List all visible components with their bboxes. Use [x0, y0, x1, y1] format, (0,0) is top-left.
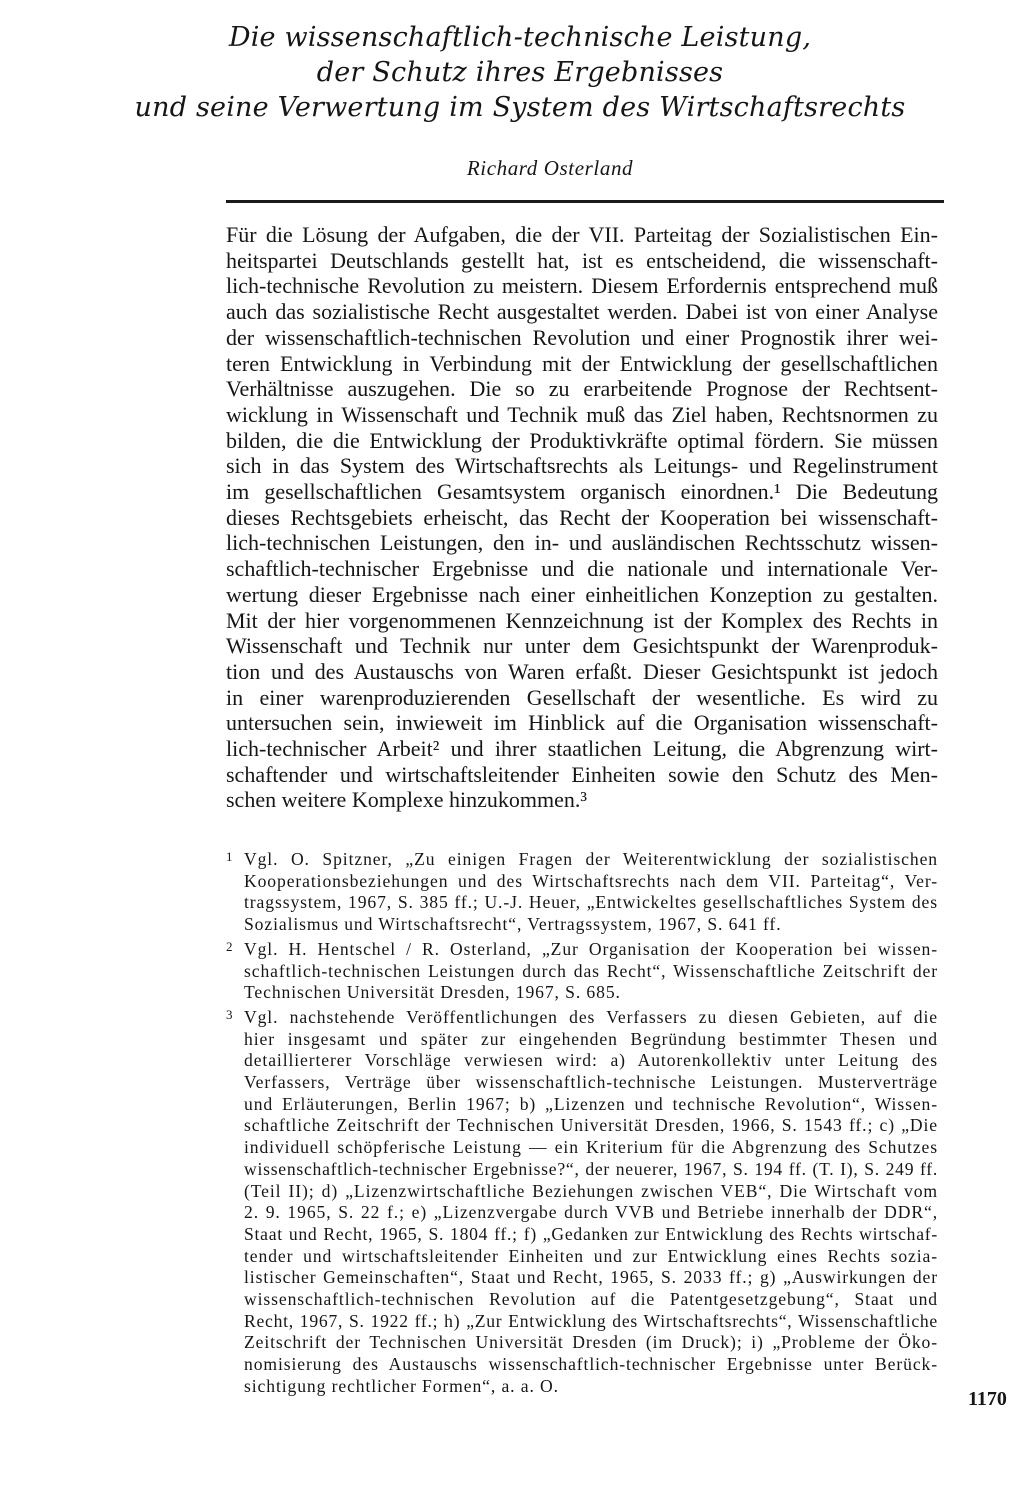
footnote-line — [226, 1354, 938, 1376]
footnote-line — [226, 961, 938, 983]
body-line: Für die Lösung der Aufgaben, die der VII. Parteitag der Sozialistischen Ein- — [226, 222, 938, 247]
body-line: lich-technische Revolution zu meistern. Diesem Erfordernis entsprechend muß — [226, 273, 938, 299]
footnote-text: Vgl. O. Spitzner, „Zu einigen Fragen der Weiterentwicklung der sozialistischen — [244, 849, 938, 869]
body-line: Verhältnisse auszugehen. Die so zu erarbeitende Prognose der Rechtsent- — [226, 376, 938, 402]
footnote-text: Vgl. nachstehende Veröffentlichungen des Verfassers zu diesen Gebieten, auf die — [244, 1006, 938, 1027]
footnote-text: individuell schöpferische Leistung — ein Kriterium für die Abgrenzung des Schutzes — [244, 1137, 938, 1158]
footnote-line — [226, 1004, 938, 1029]
body-line: untersuchen sein, inwieweit im Hinblick auf die Organisation wissenschaft- — [226, 710, 938, 736]
article-title — [120, 20, 920, 125]
footnote-text: (Teil II); d) „Lizenzwirtschaftliche Beziehungen zwischen VEB“, Die Wirtschaft vom — [244, 1180, 938, 1201]
footnote-text: Recht, 1967, S. 1922 ff.; h) „Zur Entwicklung des Wirtschaftsrechts“, Wissenschaftliche — [244, 1310, 938, 1331]
footnote-text: Kooperationsbeziehungen und des Wirtschaftsrechts nach dem VII. Parteitag“, Ver- — [244, 870, 938, 891]
footnote-line — [226, 1050, 938, 1072]
body-line: im gesellschaftlichen Gesamtsystem organisch einordnen.¹ Die Bedeutung — [226, 479, 938, 505]
author-name: Richard Osterland — [466, 156, 634, 180]
body-line: lich-technischen Leistungen, den in- und ausländischen Rechtsschutz wissen- — [226, 530, 938, 556]
footnote-line — [226, 1376, 938, 1398]
body-line: Wissenschaft und Technik nur unter dem Gesichtspunkt der Warenproduk- — [226, 633, 938, 659]
footnote-line — [226, 1224, 938, 1246]
body-line: schaftender und wirtschaftsleitender Einheiten sowie den Schutz des Men- — [226, 761, 938, 787]
footnote-line — [226, 1072, 938, 1094]
footnote-text: Staat und Recht, 1965, S. 1804 ff.; f) „Gedanken zur Entwicklung des Rechts wirtschaf- — [244, 1223, 938, 1244]
footnote-line — [226, 1289, 938, 1311]
title-divider — [226, 200, 944, 203]
footnote-text: wissenschaftlich-technischer Ergebnisse?“, der neuerer, 1967, S. 194 ff. (T. I), S. 249 ff. — [244, 1158, 938, 1179]
title-line: Die wissenschaftlich-technische Leistung, — [228, 22, 812, 53]
footnote-number: 2 — [226, 938, 233, 954]
footnote-text: tender und wirtschaftsleitender Einheiten und zur Entwicklung eines Rechts sozia- — [244, 1245, 938, 1266]
title-line: und seine Verwertung im System des Wirtschaftsrechts — [134, 92, 906, 123]
footnote-line — [226, 892, 938, 914]
footnote-text: Zeitschrift der Technischen Universität Dresden (im Druck); i) „Probleme der Öko- — [244, 1332, 938, 1353]
footnote-text: Vgl. H. Hentschel / R. Osterland, „Zur Organisation der Kooperation bei wissen- — [244, 938, 938, 959]
footnote-text: hier insgesamt und später zur eingehenden Begründung bestimmter Thesen und — [244, 1028, 938, 1049]
footnote — [226, 936, 938, 1004]
footnote-line — [226, 1094, 938, 1116]
body-line: tion und des Austauschs von Waren erfaßt. Dieser Gesichtspunkt ist jedoch — [226, 658, 938, 684]
footnote-line — [226, 1159, 938, 1181]
footnote-number: 1 — [226, 849, 233, 864]
footnote-line — [226, 1202, 938, 1224]
footnote-text: 2. 9. 1965, S. 22 f.; e) „Lizenzvergabe durch VVB und Betriebe innerhalb der DDR“, — [244, 1202, 938, 1223]
footnote-text: listischer Gemeinschaften“, Staat und Recht, 1965, S. 2033 ff.; g) „Auswirkungen der — [244, 1267, 938, 1288]
footnote-line — [226, 1115, 938, 1137]
footnote-text: schaftliche Zeitschrift der Technischen Universität Dresden, 1966, S. 1543 ff.; c) „Die — [244, 1115, 938, 1136]
footnote-text: sichtigung rechtlicher Formen“, a. a. O. — [244, 1375, 559, 1396]
footnote-text: Verfassers, Verträge über wissenschaftlich-technische Leistungen. Musterverträge — [244, 1072, 938, 1093]
footnote-line — [226, 1029, 938, 1051]
footnote-text: detaillierterer Vorschläge verwiesen wird: a) Autorenkollektiv unter Leitung des — [244, 1050, 938, 1071]
title-line: der Schutz ihres Ergebnisses — [316, 57, 724, 88]
footnote-text: schaftlich-technischen Leistungen durch das Recht“, Wissenschaftliche Zeitschrift der — [244, 960, 938, 981]
body-line: schaftlich-technischer Ergebnisse und die nationale und internationale Ver- — [226, 556, 938, 582]
footnote-line — [226, 1332, 938, 1354]
footnote — [226, 846, 938, 936]
footnote — [226, 1004, 938, 1398]
footnote-text: und Erläuterungen, Berlin 1967; b) „Lizenzen und technische Revolution“, Wissen- — [244, 1093, 938, 1114]
footnote-line — [226, 1311, 938, 1333]
body-paragraph — [226, 222, 938, 813]
footnote-text: Sozialismus und Wirtschaftsrecht“, Vertragssystem, 1967, S. 641 ff. — [244, 914, 782, 935]
body-line: dieses Rechtsgebiets erheischt, das Recht der Kooperation bei wissenschaft- — [226, 504, 938, 530]
footnote-line — [226, 1181, 938, 1203]
footnotes-section — [226, 846, 938, 1398]
footnote-text: nomisierung des Austauschs wissenschaftlich-technischer Ergebnisse unter Berück- — [244, 1354, 938, 1375]
body-line: lich-technischer Arbeit² und ihrer staatlichen Leitung, die Abgrenzung wirt- — [226, 736, 938, 762]
body-line: bilden, die die Entwicklung der Produktivkräfte optimal fördern. Sie müssen — [226, 427, 938, 453]
footnote-line — [226, 936, 938, 961]
footnote-line — [226, 1246, 938, 1268]
page-number: 1170 — [968, 1388, 1007, 1410]
footnote-line — [226, 914, 938, 936]
footnote-line — [226, 1267, 938, 1289]
body-line: sich in das System des Wirtschaftsrechts als Leitungs- und Regelinstrument — [226, 453, 938, 479]
body-line: der wissenschaftlich-technischen Revolution und einer Prognostik ihrer wei- — [226, 324, 938, 350]
body-line: teren Entwicklung in Verbindung mit der Entwicklung der gesellschaftlichen — [226, 350, 938, 376]
body-line: auch das sozialistische Recht ausgestaltet werden. Dabei ist von einer Analyse — [226, 299, 938, 325]
footnote-text: wissenschaftlich-technischen Revolution auf die Patentgesetzgebung“, Staat und — [244, 1289, 938, 1310]
body-line: wicklung in Wissenschaft und Technik muß das Ziel haben, Rechtsnormen zu — [226, 401, 938, 427]
body-line: wertung dieser Ergebnisse nach einer einheitlichen Konzeption zu gestalten. — [226, 581, 938, 607]
body-line: Mit der hier vorgenommenen Kennzeichnung ist der Komplex des Rechts in — [226, 607, 938, 633]
footnote-text: tragssystem, 1967, S. 385 ff.; U.-J. Heuer, „Entwickeltes gesellschaftliches System des — [244, 892, 938, 913]
footnote-text: Technischen Universität Dresden, 1967, S. 685. — [244, 982, 621, 1003]
body-line: schen weitere Komplexe hinzukommen.³ — [226, 787, 587, 813]
footnote-line — [226, 1137, 938, 1159]
footnote-line — [226, 982, 938, 1004]
body-line: in einer warenproduzierenden Gesellschaft der wesentliche. Es wird zu — [226, 684, 938, 710]
footnote-line — [226, 871, 938, 893]
footnote-line — [226, 846, 938, 871]
body-line: heitspartei Deutschlands gestellt hat, ist es entscheidend, die wissenschaft- — [226, 247, 938, 273]
footnote-number: 3 — [226, 1006, 233, 1022]
